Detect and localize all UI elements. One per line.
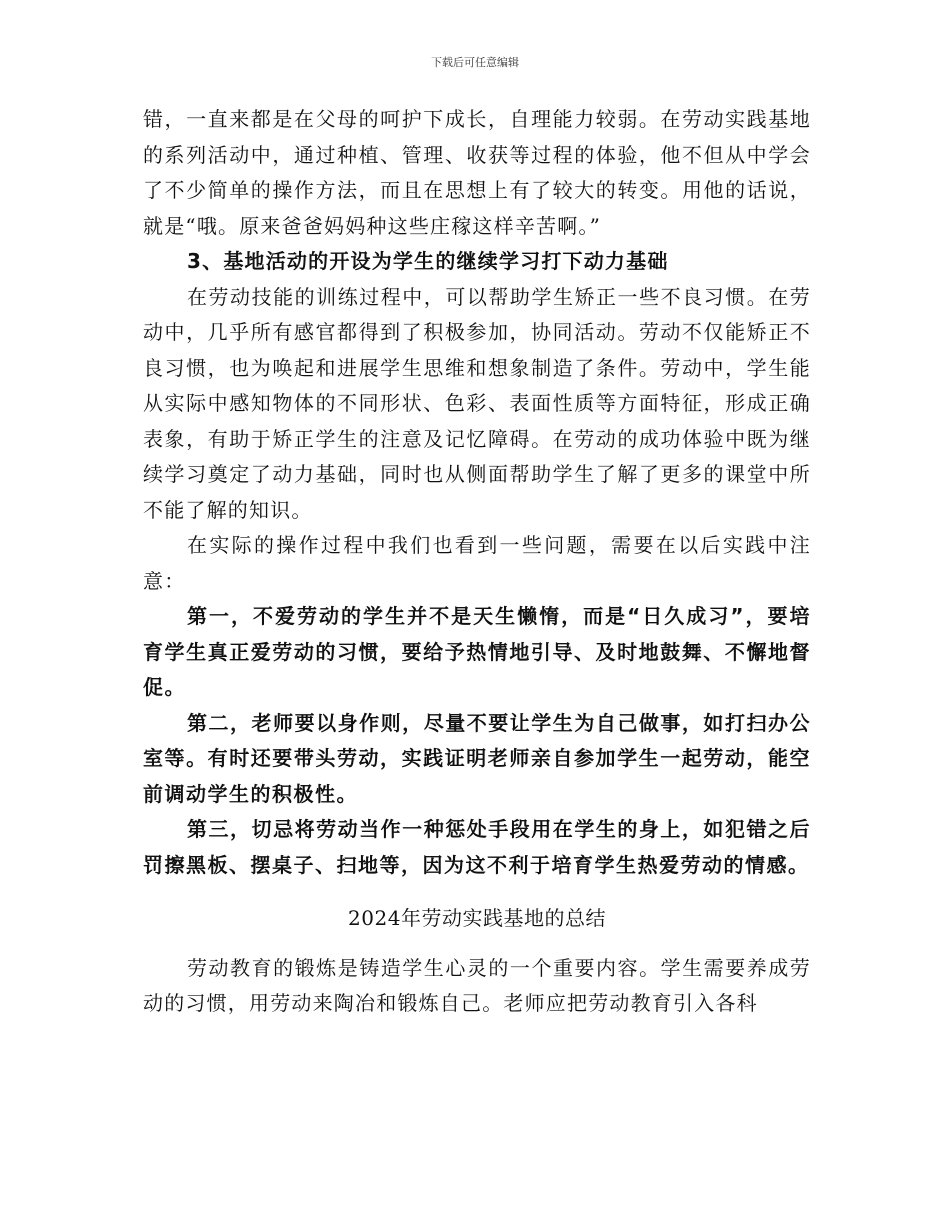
document-title: 2024年劳动实践基地的总结 [348, 906, 606, 930]
paragraph-habits: 在劳动技能的训练过程中，可以帮助学生矫正一些不良习惯。在劳动中，几乎所有感官都得到了积极参加，协同活动。劳动不仅能矫正不良习惯，也为唤起和进展学生思维和想象制造了条件。劳动中，学生能从实际中感知物体的不同形状、色彩、表面性质等方面特征，形成正确表象，有助于矫正学生的注意及记忆障碍。在劳动的成功体验中既为继续学习奠定了动力基础，同时也从侧面帮助学生了解了更多的课堂中所不能了解的知识。 [143, 284, 811, 522]
paragraph-continuation: 错，一直来都是在父母的呵护下成长，自理能力较弱。在劳动实践基地的系列活动中，通过种植、管理、收获等过程的体验，他不但从中学会了不少简单的操作方法，而且在思想上有了较大的转变。用他的话说，就是“哦。原来爸爸妈妈种这些庄稼这样辛苦啊。” [143, 107, 811, 238]
document-body [143, 102, 811, 1022]
paragraph-problems-intro: 在实际的操作过程中我们也看到一些问题，需要在以后实践中注意： [143, 533, 811, 593]
point-second: 第二，老师要以身作则，尽量不要让学生为自己做事，如打扫办公室等。有时还要带头劳动，实践证明老师亲自参加学生一起劳动，能空前调动学生的积极性。 [143, 710, 811, 806]
page-header: 下载后可任意编辑 [431, 56, 519, 69]
point-first: 第一，不爱劳动的学生并不是天生懒惰，而是“日久成习”，要培育学生真正爱劳动的习惯，要给予热情地引导、及时地鼓舞、不懈地督促。 [143, 604, 811, 699]
point-third: 第三，切忌将劳动当作一种惩处手段用在学生的身上，如犯错之后罚擦黑板、摆桌子、扫地等，因为这不利于培育学生热爱劳动的情感。 [143, 817, 811, 877]
paragraph-labor-education: 劳动教育的锻炼是铸造学生心灵的一个重要内容。学生需要养成劳动的习惯，用劳动来陶冶和锻炼自己。老师应把劳动教育引入各科 [143, 955, 811, 1015]
section-heading-3: 3、基地活动的开设为学生的继续学习打下动力基础 [187, 249, 669, 273]
